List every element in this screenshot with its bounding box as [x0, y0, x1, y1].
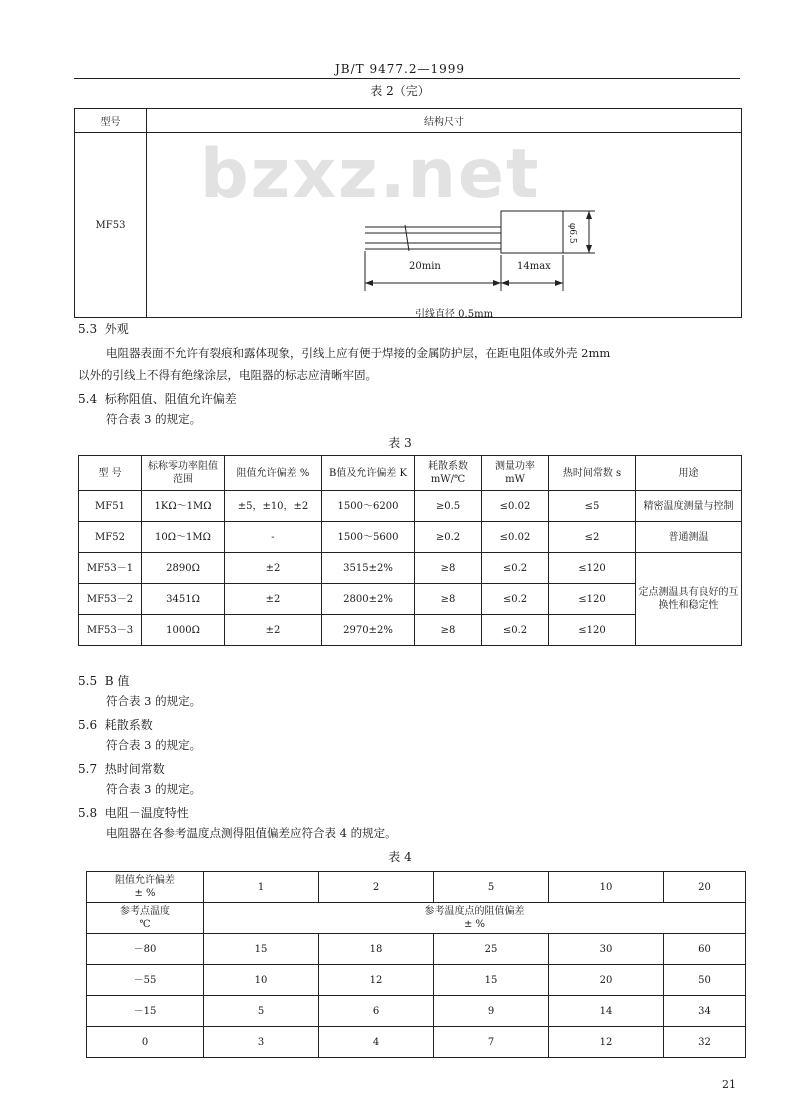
table3-cell: 2800±2% [322, 584, 415, 615]
table4-tolerance-label-line2: ± % [134, 888, 156, 899]
lead-length-label: 20min [409, 261, 441, 272]
table3-cell: ≤0.02 [482, 491, 549, 522]
arrow-body-right [555, 280, 563, 286]
table3-header-cell: 型 号 [79, 456, 142, 491]
table-row [79, 491, 742, 522]
table3-cell: ±5，±10，±2 [225, 491, 322, 522]
table3-cell: MF53－2 [79, 584, 142, 615]
table4-cell: －15 [87, 996, 204, 1027]
table3-cell: ≥0.5 [415, 491, 482, 522]
arrow-dia-top [586, 211, 592, 219]
table4-cell: 9 [434, 996, 549, 1027]
table4-cell: 32 [664, 1027, 746, 1058]
header-rule [74, 78, 740, 79]
arrow-dia-bottom [586, 245, 592, 253]
section-number: 5.3 [78, 322, 98, 336]
table3-cell: 1500～5600 [322, 522, 415, 553]
section-5-3-text-2: 以外的引线上不得有绝缘涂层，电阻器的标志应清晰牢固。 [78, 368, 377, 382]
table4-cell: 14 [549, 996, 664, 1027]
table-row [87, 934, 746, 965]
table3-cell: 10Ω～1MΩ [142, 522, 225, 553]
resistor-body [501, 211, 563, 253]
section-number: 5.5 [78, 674, 98, 688]
section-5-8-text: 电阻器在各参考温度点测得阻值偏差应符合表 4 的规定。 [106, 826, 397, 840]
table3-cell: ≤120 [549, 553, 636, 584]
table3-cell: ≤120 [549, 615, 636, 646]
table3-cell: 1500～6200 [322, 491, 415, 522]
table3-cell: ≥8 [415, 584, 482, 615]
table4-cell: 7 [434, 1027, 549, 1058]
table3-header-cell: 测量功率 mW [482, 456, 549, 491]
table3-cell: ≥0.2 [415, 522, 482, 553]
table3-cell: MF52 [79, 522, 142, 553]
table3-cell: - [225, 522, 322, 553]
section-title: 耗散系数 [104, 718, 153, 732]
table4-tolerance-cell: 2 [319, 872, 434, 903]
lead-diameter-note: 引线直径 0.5mm [415, 309, 494, 320]
table4 [86, 871, 746, 1058]
table4-cell: 18 [319, 934, 434, 965]
table2-caption: 表 2（完） [370, 84, 430, 98]
table4-cell: 3 [204, 1027, 319, 1058]
table3-cell: ±2 [225, 553, 322, 584]
table-row [79, 553, 742, 584]
section-number: 5.8 [78, 806, 98, 820]
section-title: 热时间常数 [104, 762, 165, 776]
table4-tolerance-cell: 5 [434, 872, 549, 903]
table3-cell: ≤0.2 [482, 553, 549, 584]
arrow-lead-left [365, 280, 373, 286]
table4-deviation-label-line1: 参考温度点的阻值偏差 [424, 906, 525, 917]
standard-number: JB/T 9477.2—1999 [334, 62, 466, 76]
section-number: 5.4 [78, 392, 98, 406]
table3-cell: 定点测温具有良好的互换性和稳定性 [636, 553, 742, 646]
table-row [79, 522, 742, 553]
table3-cell: ≥8 [415, 615, 482, 646]
table3-cell: 1KΩ～1MΩ [142, 491, 225, 522]
table-row [87, 996, 746, 1027]
section-title: 标称阻值、阻值允许偏差 [104, 392, 237, 406]
table3-cell: ≤120 [549, 584, 636, 615]
table4-cell: 50 [664, 965, 746, 996]
table2-model-cell: MF53 [75, 133, 147, 318]
table3-cell: 2970±2% [322, 615, 415, 646]
table3-cell: ≤0.2 [482, 584, 549, 615]
section-5-3-heading [78, 320, 129, 337]
table-row [87, 965, 746, 996]
table3-cell: ±2 [225, 584, 322, 615]
table4-subheader-row [87, 903, 746, 934]
table3-cell: MF53－1 [79, 553, 142, 584]
table3-cell: 3515±2% [322, 553, 415, 584]
table4-tolerance-row [87, 872, 746, 903]
table4-cell: －55 [87, 965, 204, 996]
table4-ref-temp-label [87, 903, 204, 934]
diameter-label: φ6.5 [567, 223, 577, 244]
table4-tolerance-cell: 10 [549, 872, 664, 903]
section-title: 外观 [104, 322, 129, 336]
table3-caption: 表 3 [388, 436, 412, 450]
table3-cell: ≤0.02 [482, 522, 549, 553]
arrow-lead-right [493, 280, 501, 286]
table4-tolerance-cell: 1 [204, 872, 319, 903]
table3-header-cell: 用途 [636, 456, 742, 491]
table3-cell: 1000Ω [142, 615, 225, 646]
page-number: 21 [722, 1078, 736, 1091]
table3-header-cell: 耗散系数 mW/℃ [415, 456, 482, 491]
table4-ref-temp-label-line2: ℃ [139, 919, 151, 930]
table3-cell: ≤0.2 [482, 615, 549, 646]
table4-cell: 30 [549, 934, 664, 965]
section-5-7-heading [78, 760, 165, 777]
table3-cell: MF51 [79, 491, 142, 522]
table3-cell: ≤2 [549, 522, 636, 553]
body-length-label: 14max [517, 261, 551, 272]
table4-cell: 15 [434, 965, 549, 996]
section-5-8-heading [78, 804, 189, 821]
section-number: 5.6 [78, 718, 98, 732]
section-5-6-text: 符合表 3 的规定。 [106, 738, 202, 752]
table3-cell: MF53－3 [79, 615, 142, 646]
table3-header-cell: 标称零功率阻值范围 [142, 456, 225, 491]
table4-ref-temp-label-line1: 参考点温度 [120, 906, 170, 917]
table4-cell: 12 [319, 965, 434, 996]
table4-cell: 60 [664, 934, 746, 965]
section-5-5-heading [78, 672, 129, 689]
arrow-body-left [501, 280, 509, 286]
section-5-5-text: 符合表 3 的规定。 [106, 694, 202, 708]
table4-caption: 表 4 [388, 850, 412, 864]
table3-header-cell: 阻值允许偏差 % [225, 456, 322, 491]
table3-cell: ≤5 [549, 491, 636, 522]
table3-header-cell: 热时间常数 s [549, 456, 636, 491]
table4-tolerance-cell: 20 [664, 872, 746, 903]
lead-break-mark [405, 225, 409, 251]
table4-tolerance-label [87, 872, 204, 903]
table4-cell: 6 [319, 996, 434, 1027]
section-title: 电阻－温度特性 [104, 806, 189, 820]
table3-cell: 2890Ω [142, 553, 225, 584]
table4-deviation-label-line2: ± % [463, 919, 486, 930]
table4-tolerance-label-line1: 阻值允许偏差 [115, 875, 175, 886]
table2-header-model: 型号 [75, 109, 147, 133]
table-row [87, 1027, 746, 1058]
table3-header-row [79, 456, 742, 491]
table4-cell: 20 [549, 965, 664, 996]
section-5-7-text: 符合表 3 的规定。 [106, 782, 202, 796]
table4-cell: －80 [87, 934, 204, 965]
table2-header-structure: 结构尺寸 [147, 109, 742, 133]
section-5-6-heading [78, 716, 153, 733]
table3-header-cell: B值及允许偏差 K [322, 456, 415, 491]
section-5-4-text: 符合表 3 的规定。 [106, 412, 202, 426]
table4-cell: 25 [434, 934, 549, 965]
table4-cell: 0 [87, 1027, 204, 1058]
table3-cell: ±2 [225, 615, 322, 646]
table3-cell: 3451Ω [142, 584, 225, 615]
table4-cell: 12 [549, 1027, 664, 1058]
section-number: 5.7 [78, 762, 98, 776]
table3-cell: 普通测温 [636, 522, 742, 553]
table3 [78, 455, 742, 646]
table4-cell: 10 [204, 965, 319, 996]
table3-cell: 精密温度测量与控制 [636, 491, 742, 522]
section-title: B 值 [104, 674, 130, 688]
table4-cell: 4 [319, 1027, 434, 1058]
section-5-4-heading [78, 390, 237, 407]
table4-cell: 5 [204, 996, 319, 1027]
watermark: bzxz.net [200, 135, 541, 214]
table3-cell: ≥8 [415, 553, 482, 584]
section-5-3-text-1: 电阻器表面不允许有裂痕和露体现象，引线上应有便于焊接的金属防护层，在距电阻体或外壳 2mm [106, 346, 611, 360]
table4-deviation-label [204, 903, 746, 934]
table4-cell: 34 [664, 996, 746, 1027]
table4-cell: 15 [204, 934, 319, 965]
